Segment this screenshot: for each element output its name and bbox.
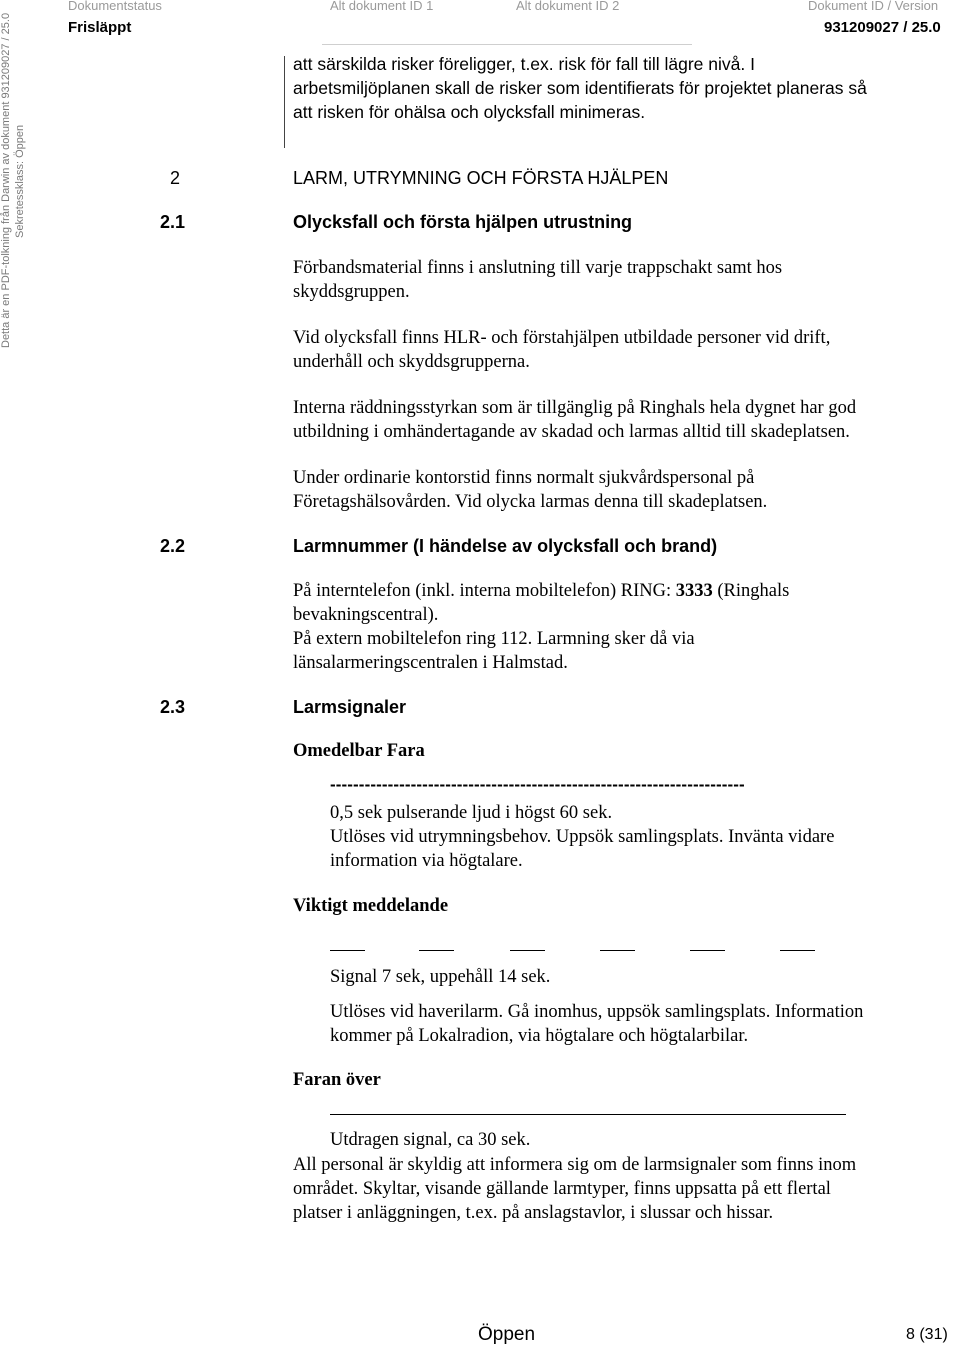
signal-line: Utlöses vid haverilarm. Gå inomhus, uppsök samlingsplats. Information [330, 1002, 864, 1022]
signal-immediate-danger-title: Omedelbar Fara [293, 741, 425, 761]
alarm-internal-number: 3333 [675, 581, 713, 601]
paragraph-line: underhåll och skyddsgrupperna. [293, 352, 530, 372]
section-2-1-number: 2.1 [160, 212, 186, 232]
paragraph-line: utbildning i omhändertagande av skadad och larmas alltid till skadeplatsen. [293, 422, 850, 442]
footer-classification: Öppen [478, 1324, 536, 1345]
paragraph-line: All personal är skyldig att informera sig om de larmsignaler som finns inom [293, 1155, 857, 1175]
signal-line: Utlöses vid utrymningsbehov. Uppsök samlingsplats. Invänta vidare [330, 827, 835, 847]
signal-pulse [510, 950, 545, 951]
paragraph-rescue-team [293, 396, 856, 444]
intro-paragraph [293, 52, 867, 124]
signal-important-message-pattern [330, 944, 820, 956]
paragraph-line: Företagshälsovården. Vid olycka larmas denna till skadeplatsen. [293, 492, 768, 512]
paragraph-health-staff [293, 466, 767, 514]
paragraph-line: Vid olycksfall finns HLR- och förstahjälpen utbildade personer vid drift, [293, 328, 831, 348]
header-doc-id-version: 931209027 / 25.0 [824, 19, 941, 36]
change-bar [284, 56, 285, 148]
section-2-3-title: Larmsignaler [293, 697, 407, 717]
paragraph-line: skyddsgruppen. [293, 282, 410, 302]
section-2-title: LARM, UTRYMNING OCH FÖRSTA HJÄLPEN [293, 168, 669, 188]
signal-line: kommer på Lokalradion, via högtalare och högtalarbilar. [330, 1026, 749, 1046]
section-2-2-number: 2.2 [160, 536, 186, 556]
signal-line: information via högtalare. [330, 851, 523, 871]
intro-line: arbetsmiljöplanen skall de risker som identifierats för projektet planeras så [293, 78, 867, 98]
paragraph-first-aid-staff [293, 326, 830, 374]
alarm-internal-text-end: (Ringhals [712, 581, 790, 601]
signal-pulse [600, 950, 635, 951]
signal-pulse [780, 950, 815, 951]
signal-important-message-text [330, 1000, 863, 1048]
alarm-number-line: På extern mobiltelefon ring 112. Larmning sker då via [293, 629, 695, 649]
alarm-number-line: bevakningscentral). [293, 605, 439, 625]
header-label-alt-id-2: Alt dokument ID 2 [516, 0, 620, 13]
signal-immediate-danger-pattern: ------------------------------------------------------------------------ [330, 775, 745, 794]
section-2-1-title: Olycksfall och första hjälpen utrustning [293, 212, 633, 232]
header-label-doc-id: Dokument ID / Version [808, 0, 939, 13]
intro-line: att risken för ohälsa och olycksfall minimeras. [293, 102, 646, 122]
alarm-internal-text: På interntelefon (inkl. interna mobiltelefon) RING: [293, 581, 676, 601]
signal-important-message-timing: Signal 7 sek, uppehåll 14 sek. [330, 967, 551, 987]
header-label-alt-id-1: Alt dokument ID 1 [330, 0, 434, 13]
signal-immediate-danger-text [330, 801, 834, 873]
footer-page-number: 8 (31) [906, 1326, 948, 1343]
signal-pulse [419, 950, 454, 951]
alarm-number-line: länsalarmeringscentralen i Halmstad. [293, 653, 568, 673]
alarm-number-line [293, 579, 789, 603]
signal-all-clear-pattern [330, 1114, 846, 1115]
paragraph-line: platser i anläggningen, t.ex. på anslagstavlor, i slussar och hissar. [293, 1203, 774, 1223]
paragraph-line: Förbandsmaterial finns i anslutning till varje trappschakt samt hos [293, 258, 783, 278]
section-2-number: 2 [170, 168, 181, 188]
signal-important-message-title: Viktigt meddelande [293, 896, 449, 916]
signal-line: 0,5 sek pulserande ljud i högst 60 sek. [330, 803, 613, 823]
side-watermark-classification: Sekretessklass: Öppen [14, 124, 26, 238]
signal-pulse [690, 950, 725, 951]
section-2-3-number: 2.3 [160, 697, 186, 717]
paragraph-line: Interna räddningsstyrkan som är tillgänglig på Ringhals hela dygnet har god [293, 398, 857, 418]
paragraph-line: Under ordinarie kontorstid finns normalt sjukvårdspersonal på [293, 468, 755, 488]
closing-paragraph [293, 1153, 856, 1225]
header-divider [322, 44, 692, 45]
paragraph-bandage [293, 256, 782, 304]
intro-line: att särskilda risker föreligger, t.ex. risk för fall till lägre nivå. I [293, 54, 755, 74]
header-label-status: Dokumentstatus [68, 0, 162, 13]
signal-all-clear-text: Utdragen signal, ca 30 sek. [330, 1130, 531, 1150]
signal-all-clear-title: Faran över [293, 1070, 381, 1090]
alarm-numbers [293, 579, 789, 675]
header-status: Frisläppt [68, 19, 132, 36]
paragraph-line: området. Skyltar, visande gällande larmtyper, finns uppsatta på ett flertal [293, 1179, 831, 1199]
section-2-2-title: Larmnummer (I händelse av olycksfall och brand) [293, 536, 718, 556]
side-watermark-source: Detta är en PDF-tolkning från Darwin av dokument 931209027 / 25.0 [0, 12, 12, 348]
signal-pulse [330, 950, 365, 951]
